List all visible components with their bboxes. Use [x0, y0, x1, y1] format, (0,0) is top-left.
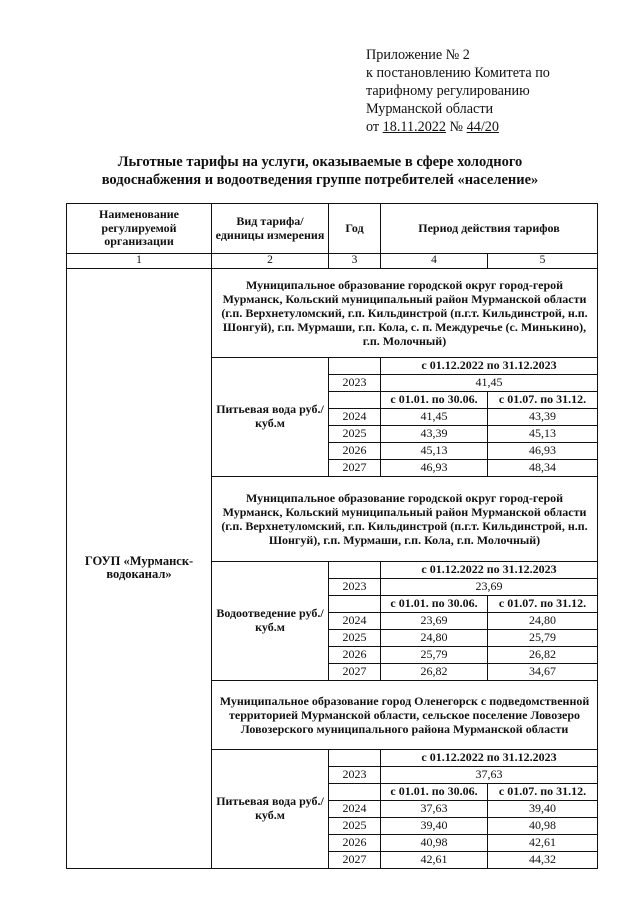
year-cell: 2024 [329, 408, 381, 425]
col-number: 1 [67, 254, 212, 269]
tariff-h1: 40,98 [381, 834, 488, 851]
half-year-1-label: с 01.01. по 30.06. [381, 391, 488, 408]
year-cell: 2024 [329, 800, 381, 817]
year-cell: 2025 [329, 425, 381, 442]
period-2023: с 01.12.2022 по 31.12.2023 [381, 561, 598, 578]
year-cell: 2023 [329, 766, 381, 783]
appendix-line-4: Мурманской области [366, 101, 494, 117]
tariff-h2: 39,40 [488, 800, 598, 817]
tariff-h2: 34,67 [488, 663, 598, 680]
tariff-h2: 44,32 [488, 851, 598, 868]
year-cell: 2023 [329, 374, 381, 391]
tariff-h1: 41,45 [381, 408, 488, 425]
period-2023: с 01.12.2022 по 31.12.2023 [381, 749, 598, 766]
tariff-h2: 25,79 [488, 629, 598, 646]
municipality-1: Муниципальное образование городской округ город-герой Мурманск, Кольский муниципальный район Мурманской области (г.п. Верхнетуломский, г.п. Кильдинстрой (п.г.т. Кильдинстрой, н.п. Шонгуй), г.п. Мурмаши, г.п. Кола, с. п. Междуречье (с. Минькино), г.п. Молочный) [212, 268, 598, 357]
half-year-2-label: с 01.07. по 31.12. [488, 595, 598, 612]
col-number: 2 [212, 254, 329, 269]
document-title [40, 153, 600, 189]
half-year-1-label: с 01.01. по 30.06. [381, 783, 488, 800]
tariff-h1: 23,69 [381, 612, 488, 629]
service-3: Питьевая вода руб./куб.м [212, 749, 329, 868]
half-year-1-label: с 01.01. по 30.06. [381, 595, 488, 612]
title-line-2: водоснабжения и водоотведения группе потребителей «население» [101, 172, 539, 188]
half-year-2-label: с 01.07. по 31.12. [488, 391, 598, 408]
year-cell: 2026 [329, 834, 381, 851]
year-cell: 2026 [329, 442, 381, 459]
year-cell: 2025 [329, 817, 381, 834]
tariff-h1: 26,82 [381, 663, 488, 680]
tariff-h2: 26,82 [488, 646, 598, 663]
date-prefix: от [366, 119, 380, 135]
tariff-h2: 43,39 [488, 408, 598, 425]
period-2023: с 01.12.2022 по 31.12.2023 [381, 357, 598, 374]
title-line-1: Льготные тарифы на услуги, оказываемые в сфере холодного [117, 154, 523, 170]
value-2023: 41,45 [381, 374, 598, 391]
service-1: Питьевая вода руб./куб.м [212, 357, 329, 476]
col-number: 3 [329, 254, 381, 269]
header-org: Наименование регулируемой организации [67, 204, 212, 254]
decree-number: 44/20 [466, 119, 499, 135]
tariff-h1: 39,40 [381, 817, 488, 834]
appendix-line-1: Приложение № 2 [366, 47, 470, 63]
appendix-date-line [366, 118, 626, 136]
year-cell: 2027 [329, 663, 381, 680]
tariff-h2: 40,98 [488, 817, 598, 834]
header-year: Год [329, 204, 381, 254]
value-2023: 23,69 [381, 578, 598, 595]
tariff-h1: 43,39 [381, 425, 488, 442]
tariff-h2: 48,34 [488, 459, 598, 476]
tariff-table [66, 203, 598, 869]
tariff-h1: 24,80 [381, 629, 488, 646]
header-period: Период действия тарифов [381, 204, 598, 254]
tariff-h1: 46,93 [381, 459, 488, 476]
year-cell: 2023 [329, 578, 381, 595]
year-cell: 2026 [329, 646, 381, 663]
tariff-h1: 37,63 [381, 800, 488, 817]
appendix-header [366, 46, 626, 136]
year-cell: 2027 [329, 851, 381, 868]
col-number: 5 [488, 254, 598, 269]
col-number: 4 [381, 254, 488, 269]
year-cell: 2024 [329, 612, 381, 629]
tariff-h1: 25,79 [381, 646, 488, 663]
tariff-h2: 45,13 [488, 425, 598, 442]
tariff-h2: 42,61 [488, 834, 598, 851]
municipality-2: Муниципальное образование городской округ город-герой Мурманск, Кольский муниципальный район Мурманской области (г.п. Верхнетуломский, г.п. Кильдинстрой (п.г.т. Кильдинстрой, н.п. Шонгуй), г.п. Мурмаши, г.п. Кола, г.п. Молочный) [212, 476, 598, 561]
tariff-h1: 45,13 [381, 442, 488, 459]
column-numbers-row [67, 254, 598, 269]
header-tariff-type: Вид тарифа/единицы измерения [212, 204, 329, 254]
municipality-3: Муниципальное образование город Оленегорск с подведомственной территорией Мурманской области, сельское поселение Ловозеро Ловозерского муниципального района Мурманской области [212, 680, 598, 749]
value-2023: 37,63 [381, 766, 598, 783]
half-year-2-label: с 01.07. по 31.12. [488, 783, 598, 800]
appendix-line-3: тарифному регулированию [366, 83, 530, 99]
appendix-line-2: к постановлению Комитета по [366, 65, 550, 81]
decree-date: 18.11.2022 [382, 119, 446, 135]
service-2: Водоотведение руб./куб.м [212, 561, 329, 680]
number-prefix: № [449, 119, 464, 135]
organization-name: ГОУП «Мурманск-водоканал» [67, 268, 212, 868]
tariff-h1: 42,61 [381, 851, 488, 868]
year-cell: 2025 [329, 629, 381, 646]
tariff-h2: 24,80 [488, 612, 598, 629]
year-cell: 2027 [329, 459, 381, 476]
tariff-h2: 46,93 [488, 442, 598, 459]
